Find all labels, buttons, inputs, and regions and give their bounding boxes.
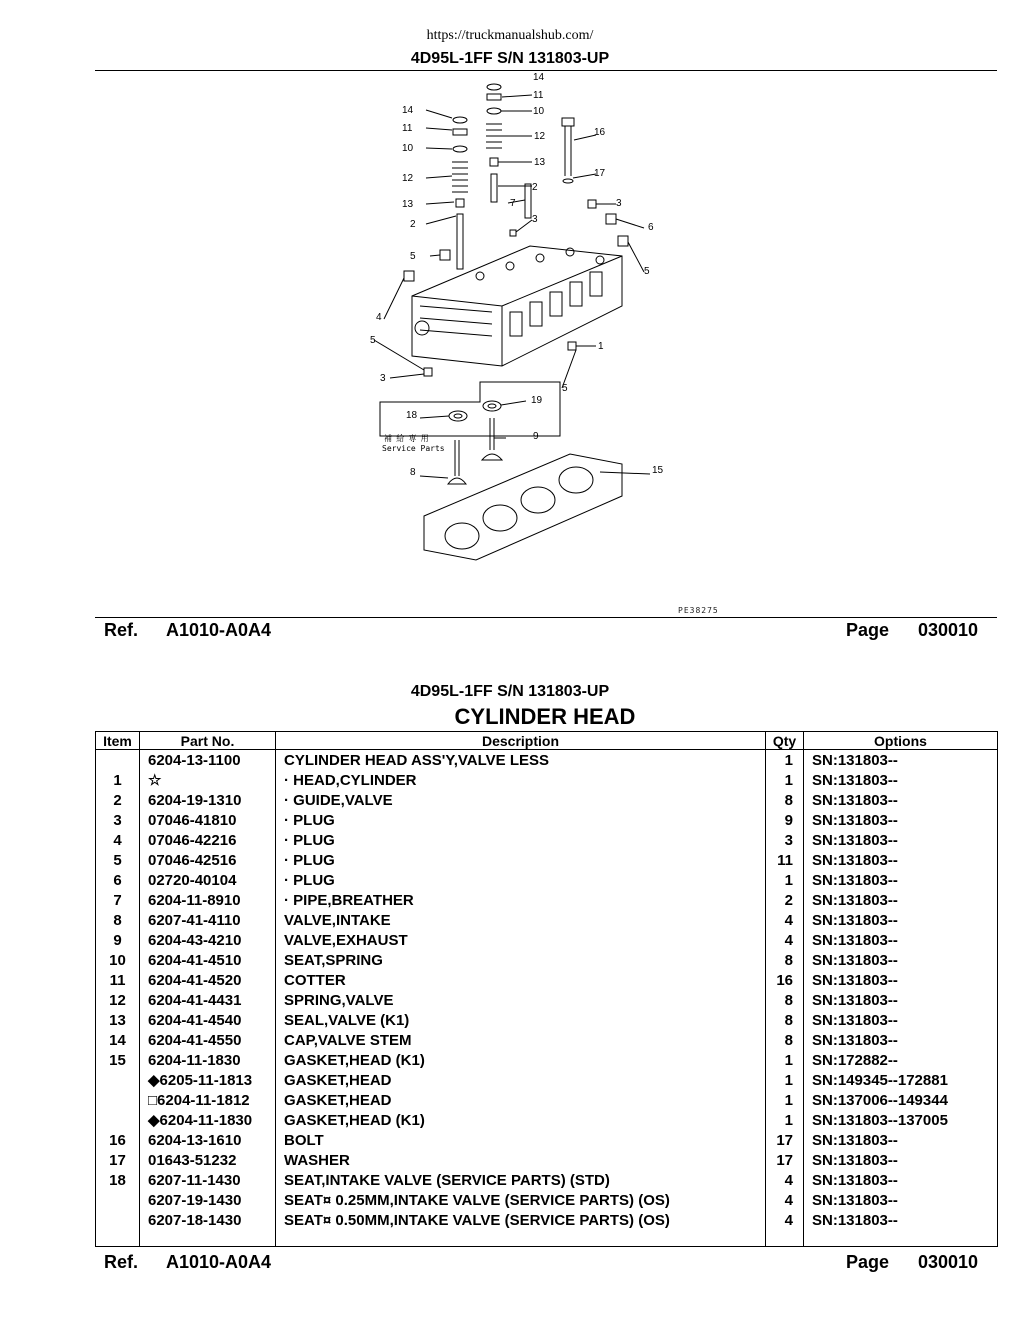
page-label-bottom: Page (846, 1252, 890, 1272)
description-cell: GASKET,HEAD (276, 1070, 766, 1090)
item-cell: 17 (96, 1150, 140, 1170)
table-row (96, 970, 998, 990)
item-cell: 4 (96, 830, 140, 850)
item-cell: 11 (96, 970, 140, 990)
quantity-cell: 1 (766, 1050, 804, 1070)
table-row (96, 750, 998, 771)
item-cell: 18 (96, 1170, 140, 1190)
svg-text:9: 9 (533, 431, 539, 442)
options-cell: SN:131803-- (804, 1170, 998, 1190)
svg-text:5: 5 (410, 251, 416, 262)
svg-text:2: 2 (410, 219, 416, 230)
options-cell: SN:131803-- (804, 910, 998, 930)
options-cell: SN:131803-- (804, 850, 998, 870)
table-row (96, 990, 998, 1010)
description-cell: · PIPE,BREATHER (276, 890, 766, 910)
part-number-cell: 01643-51232 (140, 1150, 276, 1170)
item-cell: 1 (96, 770, 140, 790)
item-cell: 9 (96, 930, 140, 950)
options-cell: SN:131803-- (804, 970, 998, 990)
description-cell: · PLUG (276, 850, 766, 870)
item-cell: 8 (96, 910, 140, 930)
ref-label-top: Ref. (104, 620, 139, 640)
options-cell: SN:131803-- (804, 1130, 998, 1150)
description-cell: SPRING,VALVE (276, 990, 766, 1010)
table-row (96, 950, 998, 970)
item-cell: 12 (96, 990, 140, 1010)
col-header-description: Description (276, 732, 766, 750)
description-cell: · HEAD,CYLINDER (276, 770, 766, 790)
part-number-cell: 6204-41-4431 (140, 990, 276, 1010)
item-cell: 13 (96, 1010, 140, 1030)
part-number-cell: 6204-11-8910 (140, 890, 276, 910)
item-cell (96, 1110, 140, 1130)
part-number-cell: 07046-42216 (140, 830, 276, 850)
svg-text:15: 15 (652, 465, 664, 476)
parts-table (95, 731, 998, 1247)
quantity-cell: 4 (766, 910, 804, 930)
svg-text:17: 17 (594, 168, 606, 179)
item-cell: 15 (96, 1050, 140, 1070)
svg-text:12: 12 (534, 131, 546, 142)
item-cell (96, 1070, 140, 1090)
part-number-cell: 6204-13-1100 (140, 750, 276, 771)
svg-text:10: 10 (533, 106, 545, 117)
ref-label-bottom: Ref. (104, 1252, 139, 1272)
svg-text:5: 5 (370, 335, 376, 346)
svg-text:16: 16 (594, 127, 606, 138)
model-heading: 4D95L-1FF S/N 131803-UP (410, 683, 610, 700)
page-value-top: 030010 (918, 620, 979, 640)
spacer-cell (766, 1230, 804, 1247)
quantity-cell: 1 (766, 770, 804, 790)
quantity-cell: 3 (766, 830, 804, 850)
table-row (96, 1170, 998, 1190)
description-cell: · PLUG (276, 830, 766, 850)
part-number-cell: 6204-41-4540 (140, 1010, 276, 1030)
part-number-cell: 6204-19-1310 (140, 790, 276, 810)
part-number-cell: 07046-41810 (140, 810, 276, 830)
item-cell: 6 (96, 870, 140, 890)
options-cell: SN:131803-- (804, 830, 998, 850)
table-row (96, 930, 998, 950)
options-cell: SN:131803-- (804, 770, 998, 790)
table-row (96, 1050, 998, 1070)
svg-text:13: 13 (402, 199, 414, 210)
options-cell: SN:149345--172881 (804, 1070, 998, 1090)
exploded-parts-drawing (360, 66, 700, 618)
item-cell: 2 (96, 790, 140, 810)
part-number-cell: 6207-41-4110 (140, 910, 276, 930)
options-cell: SN:137006--149344 (804, 1090, 998, 1110)
svg-text:8: 8 (410, 467, 416, 478)
table-end-spacer (96, 1230, 998, 1247)
svg-text:11: 11 (402, 123, 413, 134)
description-cell: SEAL,VALVE (K1) (276, 1010, 766, 1030)
table-row (96, 1130, 998, 1150)
options-cell: SN:131803-- (804, 930, 998, 950)
description-cell: · PLUG (276, 870, 766, 890)
svg-text:2: 2 (532, 182, 538, 193)
svg-text:6: 6 (648, 222, 654, 233)
options-cell: SN:131803-- (804, 790, 998, 810)
item-cell (96, 750, 140, 771)
col-header-qty: Qty (766, 732, 804, 750)
quantity-cell: 11 (766, 850, 804, 870)
part-number-cell: 6204-41-4510 (140, 950, 276, 970)
description-cell: CYLINDER HEAD ASS'Y,VALVE LESS (276, 750, 766, 771)
part-number-cell: □6204-11-1812 (140, 1090, 276, 1110)
svg-text:14: 14 (402, 105, 414, 116)
source-url[interactable]: https://truckmanualshub.com/ (426, 28, 594, 43)
page-title: CYLINDER HEAD (454, 704, 636, 729)
description-cell: COTTER (276, 970, 766, 990)
options-cell: SN:131803-- (804, 1010, 998, 1030)
quantity-cell: 2 (766, 890, 804, 910)
quantity-cell: 1 (766, 750, 804, 771)
quantity-cell: 8 (766, 790, 804, 810)
quantity-cell: 4 (766, 930, 804, 950)
spacer-cell (96, 1230, 140, 1247)
svg-text:Service Parts: Service Parts (382, 444, 445, 453)
part-number-cell: 02720-40104 (140, 870, 276, 890)
description-cell: · GUIDE,VALVE (276, 790, 766, 810)
options-cell: SN:172882-- (804, 1050, 998, 1070)
item-cell (96, 1090, 140, 1110)
description-cell: CAP,VALVE STEM (276, 1030, 766, 1050)
quantity-cell: 17 (766, 1150, 804, 1170)
svg-text:10: 10 (402, 143, 414, 154)
description-cell: · PLUG (276, 810, 766, 830)
item-cell: 14 (96, 1030, 140, 1050)
quantity-cell: 17 (766, 1130, 804, 1150)
spacer-cell (804, 1230, 998, 1247)
table-row (96, 850, 998, 870)
options-cell: SN:131803-- (804, 990, 998, 1010)
item-cell: 10 (96, 950, 140, 970)
quantity-cell: 1 (766, 1110, 804, 1130)
svg-text:5: 5 (644, 266, 650, 277)
svg-text:5: 5 (562, 383, 568, 394)
options-cell: SN:131803-- (804, 1210, 998, 1230)
quantity-cell: 1 (766, 1070, 804, 1090)
description-cell: GASKET,HEAD (K1) (276, 1110, 766, 1130)
options-cell: SN:131803-- (804, 1190, 998, 1210)
col-header-options: Options (804, 732, 998, 750)
page-label-top: Page (846, 620, 890, 640)
svg-text:14: 14 (533, 72, 545, 83)
table-row (96, 890, 998, 910)
quantity-cell: 4 (766, 1170, 804, 1190)
table-row (96, 1150, 998, 1170)
quantity-cell: 1 (766, 1090, 804, 1110)
svg-text:18: 18 (406, 410, 418, 421)
spacer-cell (140, 1230, 276, 1247)
drawing-code: PE38275 (678, 606, 719, 615)
table-row (96, 1090, 998, 1110)
table-row (96, 810, 998, 830)
description-cell: SEAT,INTAKE VALVE (SERVICE PARTS) (STD) (276, 1170, 766, 1190)
options-cell: SN:131803--137005 (804, 1110, 998, 1130)
table-row (96, 910, 998, 930)
table-row (96, 790, 998, 810)
svg-text:補 給 専 用: 補 給 専 用 (384, 434, 430, 443)
item-cell (96, 1190, 140, 1210)
options-cell: SN:131803-- (804, 950, 998, 970)
quantity-cell: 8 (766, 1010, 804, 1030)
part-number-cell: ◆6205-11-1813 (140, 1070, 276, 1090)
svg-text:11: 11 (533, 90, 544, 101)
table-row (96, 1010, 998, 1030)
options-cell: SN:131803-- (804, 810, 998, 830)
part-number-cell: ☆ (140, 770, 276, 790)
col-header-part-no: Part No. (140, 732, 276, 750)
description-cell: WASHER (276, 1150, 766, 1170)
table-row (96, 1110, 998, 1130)
table-header-row (96, 732, 998, 750)
quantity-cell: 16 (766, 970, 804, 990)
options-cell: SN:131803-- (804, 750, 998, 771)
description-cell: SEAT¤ 0.25MM,INTAKE VALVE (SERVICE PARTS) (OS) (276, 1190, 766, 1210)
description-cell: VALVE,EXHAUST (276, 930, 766, 950)
quantity-cell: 8 (766, 950, 804, 970)
description-cell: GASKET,HEAD (276, 1090, 766, 1110)
part-number-cell: ◆6204-11-1830 (140, 1110, 276, 1130)
table-row (96, 830, 998, 850)
table-row (96, 1070, 998, 1090)
part-number-cell: 6204-11-1830 (140, 1050, 276, 1070)
table-row (96, 1210, 998, 1230)
svg-text:3: 3 (616, 198, 622, 209)
item-cell: 16 (96, 1130, 140, 1150)
part-number-cell: 6204-13-1610 (140, 1130, 276, 1150)
part-number-cell: 6207-19-1430 (140, 1190, 276, 1210)
svg-text:7: 7 (510, 198, 516, 209)
svg-text:3: 3 (380, 373, 386, 384)
svg-text:3: 3 (532, 214, 538, 225)
part-number-cell: 6204-41-4550 (140, 1030, 276, 1050)
item-cell: 5 (96, 850, 140, 870)
table-row (96, 770, 998, 790)
description-cell: BOLT (276, 1130, 766, 1150)
part-number-cell: 6204-41-4520 (140, 970, 276, 990)
item-cell: 3 (96, 810, 140, 830)
svg-text:19: 19 (531, 395, 543, 406)
description-cell: SEAT,SPRING (276, 950, 766, 970)
part-number-cell: 6207-11-1430 (140, 1170, 276, 1190)
description-cell: VALVE,INTAKE (276, 910, 766, 930)
quantity-cell: 8 (766, 1030, 804, 1050)
page-value-bottom: 030010 (918, 1252, 979, 1272)
description-cell: GASKET,HEAD (K1) (276, 1050, 766, 1070)
parts-table-body (96, 750, 998, 1247)
options-cell: SN:131803-- (804, 1150, 998, 1170)
part-number-cell: 6204-43-4210 (140, 930, 276, 950)
quantity-cell: 4 (766, 1210, 804, 1230)
item-cell (96, 1210, 140, 1230)
svg-text:4: 4 (376, 312, 382, 323)
table-row (96, 1030, 998, 1050)
ref-value-top: A1010-A0A4 (166, 620, 272, 640)
options-cell: SN:131803-- (804, 870, 998, 890)
options-cell: SN:131803-- (804, 890, 998, 910)
svg-text:1: 1 (598, 341, 604, 352)
table-row (96, 1190, 998, 1210)
options-cell: SN:131803-- (804, 1030, 998, 1050)
col-header-item: Item (96, 732, 140, 750)
quantity-cell: 1 (766, 870, 804, 890)
quantity-cell: 8 (766, 990, 804, 1010)
part-number-cell: 6207-18-1430 (140, 1210, 276, 1230)
quantity-cell: 4 (766, 1190, 804, 1210)
item-cell: 7 (96, 890, 140, 910)
svg-text:12: 12 (402, 173, 414, 184)
ref-value-bottom: A1010-A0A4 (166, 1252, 272, 1272)
description-cell: SEAT¤ 0.50MM,INTAKE VALVE (SERVICE PARTS) (OS) (276, 1210, 766, 1230)
model-heading-top: 4D95L-1FF S/N 131803-UP (410, 50, 610, 67)
quantity-cell: 9 (766, 810, 804, 830)
svg-text:13: 13 (534, 157, 546, 168)
drawing-footer-divider (95, 617, 997, 618)
part-number-cell: 07046-42516 (140, 850, 276, 870)
table-row (96, 870, 998, 890)
spacer-cell (276, 1230, 766, 1247)
